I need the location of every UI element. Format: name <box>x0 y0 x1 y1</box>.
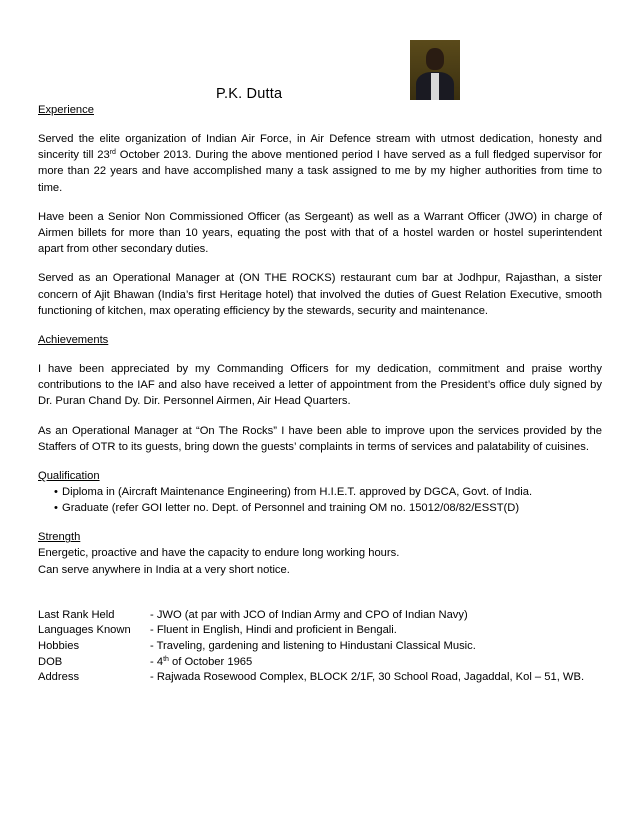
detail-value: - Traveling, gardening and listening to Hindustani Classical Music. <box>150 640 476 653</box>
detail-label: DOB <box>38 655 63 668</box>
detail-label: Address <box>38 671 80 684</box>
detail-row-hobbies <box>38 639 602 655</box>
strength-line-2: Can serve anywhere in India at a very short notice. <box>38 563 290 576</box>
achievements-paragraph-1: I have been appreciated by my Commanding Officers for my dedication, commitment and praise worthy contributions to the IAF and also have received a letter of appointment from the President’s office duly signed by Dr. Puran Chand Dy. Dir. Personnel Airmen, Air Head Quarters. <box>38 363 602 408</box>
detail-value: - 4th of October 1965 <box>150 655 253 668</box>
strength-heading: Strength <box>38 531 81 544</box>
detail-value: - Fluent in English, Hindi and proficient in Bengali. <box>150 624 397 637</box>
photo-shirt <box>431 73 439 100</box>
detail-value: - Rajwada Rosewood Complex, BLOCK 2/1F, 30 School Road, Jagaddal, Kol – 51, WB. <box>150 671 585 684</box>
detail-label: Hobbies <box>38 640 80 653</box>
candidate-name: P.K. Dutta <box>216 86 283 102</box>
experience-paragraph-2: Have been a Senior Non Commissioned Officer (as Sergeant) as well as a Warrant Officer (JWO) in charge of Airmen billets for more than 10 years, equating the post with that of a hostel warden or hostel superintendent apart from other secondary duties. <box>38 210 602 256</box>
qualification-list <box>38 484 602 516</box>
achievements-paragraph-2: As an Operational Manager at “On The Rocks” I have been able to improve upon the services provided by the Staffers of OTR to its guests, bring down the guests’ complaints in terms of services and palatability of cuisines. <box>38 424 602 453</box>
detail-value: - JWO (at par with JCO of Indian Army and CPO of Indian Navy) <box>150 608 468 621</box>
experience-paragraph-3: Served as an Operational Manager at (ON THE ROCKS) restaurant cum bar at Jodhpur, Rajasthan, a sister concern of Ajit Bhawan (India’s first Heritage hotel) that involved the duties of Guest Relation Executive, smooth functioning of kitchen, max operating efficiency by the stewards, security and maintenance. <box>38 272 602 317</box>
detail-row-rank <box>38 608 602 624</box>
qualification-item: Graduate (refer GOI letter no. Dept. of Personnel and training OM no. 15012/08/82/ESST(D) <box>62 502 520 515</box>
photo-head <box>426 48 444 70</box>
experience-paragraph-1: Served the elite organization of Indian Air Force, in Air Defence stream with utmost dedication, honesty and sincerity till 23rd October 2013. During the above mentioned period I have served as a full fledged supervisor for more than 22 years and have accomplished many a task assigned to me by my higher authorities from time to time. <box>38 133 602 194</box>
profile-photo <box>410 40 460 100</box>
qualification-item: Diploma in (Aircraft Maintenance Engineering) from H.I.E.T. approved by DGCA, Govt. of India. <box>62 486 533 499</box>
experience-heading: Experience <box>38 104 94 116</box>
qualification-heading: Qualification <box>38 470 100 483</box>
detail-label: Last Rank Held <box>38 608 115 621</box>
detail-row-address <box>38 670 602 686</box>
detail-row-dob <box>38 655 602 671</box>
achievements-heading: Achievements <box>38 334 109 347</box>
resume-content <box>38 102 602 686</box>
detail-label: Languages Known <box>38 624 131 637</box>
strength-line-1: Energetic, proactive and have the capacity to endure long working hours. <box>38 547 400 560</box>
detail-row-languages <box>38 623 602 639</box>
